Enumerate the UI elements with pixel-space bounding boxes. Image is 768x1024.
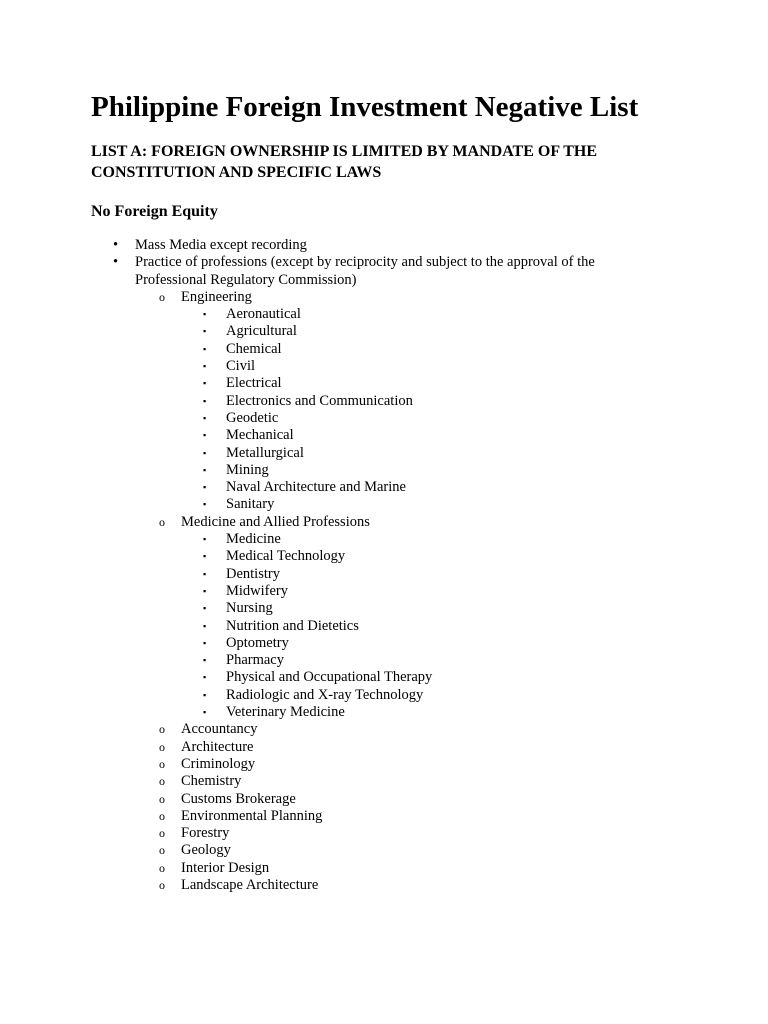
square-bullet-icon: ▪ [203,637,207,648]
list-item-text: Accountancy [181,721,258,738]
list-item-text: Electronics and Communication [226,392,413,409]
list-item [0,618,768,635]
square-bullet-icon: ▪ [203,412,207,423]
list-item [0,462,768,479]
circle-bullet-icon: o [159,774,165,789]
list-item-text: Physical and Occupational Therapy [226,669,433,686]
square-bullet-icon: ▪ [203,689,207,700]
list-a-heading [91,141,597,183]
bullet-icon: • [113,237,119,253]
list-item [0,860,768,877]
list-item-text: Nutrition and Dietetics [226,617,359,634]
circle-bullet-icon: o [159,877,165,892]
square-bullet-icon: ▪ [203,343,207,354]
list-item-text: Civil [226,358,256,375]
list-item-text: Professional Regulatory Commission) [135,271,357,288]
square-bullet-icon: ▪ [203,672,207,683]
list-item [0,306,768,323]
list-item-text: Radiologic and X-ray Technology [226,686,424,703]
circle-bullet-icon: o [159,722,165,737]
circle-bullet-icon: o [159,808,165,823]
circle-bullet-icon: o [159,791,165,806]
list-item-text: Metallurgical [226,444,304,461]
list-item [0,272,768,289]
list-item-text: Electrical [226,375,282,392]
square-bullet-icon: ▪ [203,378,207,389]
list-a-heading-line-2: CONSTITUTION AND SPECIFIC LAWS [91,164,382,181]
list-item-text: Mechanical [226,427,294,444]
square-bullet-icon: ▪ [203,361,207,372]
list-item [0,756,768,773]
list-item-text: Mining [226,461,269,478]
list-item-text: Sanitary [226,496,275,513]
list-item-text: Nursing [226,600,273,617]
list-item-text: Practice of professions (except by reciprocity and subject to the approval of the [135,254,595,271]
list-item-text: Mass Media except recording [135,237,307,253]
list-item-text: Forestry [181,825,230,842]
list-item-text: Architecture [181,738,254,755]
square-bullet-icon: ▪ [203,499,207,510]
list-item [0,410,768,427]
list-item-text: Geology [181,842,231,859]
square-bullet-icon: ▪ [203,603,207,614]
list-item [0,687,768,704]
list-item [0,341,768,358]
list-item-text: Midwifery [226,582,289,599]
list-item-text: Veterinary Medicine [226,704,345,721]
list-item [0,289,768,306]
list-item-text: Customs Brokerage [181,790,296,807]
circle-bullet-icon: o [159,739,165,754]
square-bullet-icon: ▪ [203,585,207,596]
list-item [0,496,768,513]
square-bullet-icon: ▪ [203,551,207,562]
square-bullet-icon: ▪ [203,655,207,666]
list-item-text: Medicine and Allied Professions [181,513,370,530]
list-item [0,635,768,652]
list-item-text: Naval Architecture and Marine [226,479,406,496]
list-item [0,393,768,410]
list-item-text: Environmental Planning [181,807,323,824]
list-item-text: Landscape Architecture [181,876,319,893]
square-bullet-icon: ▪ [203,568,207,579]
list-item-text: Optometry [226,634,289,651]
square-bullet-icon: ▪ [203,482,207,493]
circle-bullet-icon: o [159,514,165,529]
list-item [0,739,768,756]
list-item-text: Chemistry [181,773,242,790]
list-item [0,375,768,392]
list-item [0,237,768,254]
square-bullet-icon: ▪ [203,395,207,406]
list-item [0,652,768,669]
list-item [0,583,768,600]
list-a-heading-line-1: LIST A: FOREIGN OWNERSHIP IS LIMITED BY MANDATE OF THE [91,143,598,160]
circle-bullet-icon: o [159,289,165,304]
list-item-text: Medical Technology [226,548,346,565]
list-item [0,791,768,808]
list-item-text: Geodetic [226,409,279,426]
list-item [0,877,768,894]
list-item-text: Engineering [181,288,252,305]
list-item [0,514,768,531]
square-bullet-icon: ▪ [203,326,207,337]
list-item-text: Criminology [181,755,256,772]
bullet-icon: • [113,254,119,271]
square-bullet-icon: ▪ [203,534,207,545]
circle-bullet-icon: o [159,843,165,858]
list-item-text: Aeronautical [226,306,301,323]
list-item [0,445,768,462]
list-item [0,358,768,375]
list-item-text: Agricultural [226,323,297,340]
list-item [0,323,768,340]
list-item [0,548,768,565]
list-item [0,825,768,842]
document-title: Philippine Foreign Investment Negative List [91,91,639,123]
list-item [0,669,768,686]
list-item-text: Medicine [226,531,281,548]
list-item-text: Pharmacy [226,652,284,669]
negative-list-items [0,237,768,894]
list-item [0,254,768,271]
list-item [0,479,768,496]
square-bullet-icon: ▪ [203,464,207,475]
list-item-text: Dentistry [226,565,280,582]
list-item [0,531,768,548]
circle-bullet-icon: o [159,860,165,875]
list-item [0,808,768,825]
list-item [0,773,768,790]
list-item [0,566,768,583]
list-item [0,427,768,444]
list-item [0,842,768,859]
square-bullet-icon: ▪ [203,309,207,320]
list-item [0,600,768,617]
circle-bullet-icon: o [159,826,165,841]
square-bullet-icon: ▪ [203,447,207,458]
list-item [0,721,768,738]
no-foreign-equity-heading: No Foreign Equity [91,203,218,220]
circle-bullet-icon: o [159,756,165,771]
square-bullet-icon: ▪ [203,707,207,718]
list-item-text: Interior Design [181,859,270,876]
square-bullet-icon: ▪ [203,430,207,441]
list-item-text: Chemical [226,340,282,357]
square-bullet-icon: ▪ [203,620,207,631]
list-item [0,704,768,721]
